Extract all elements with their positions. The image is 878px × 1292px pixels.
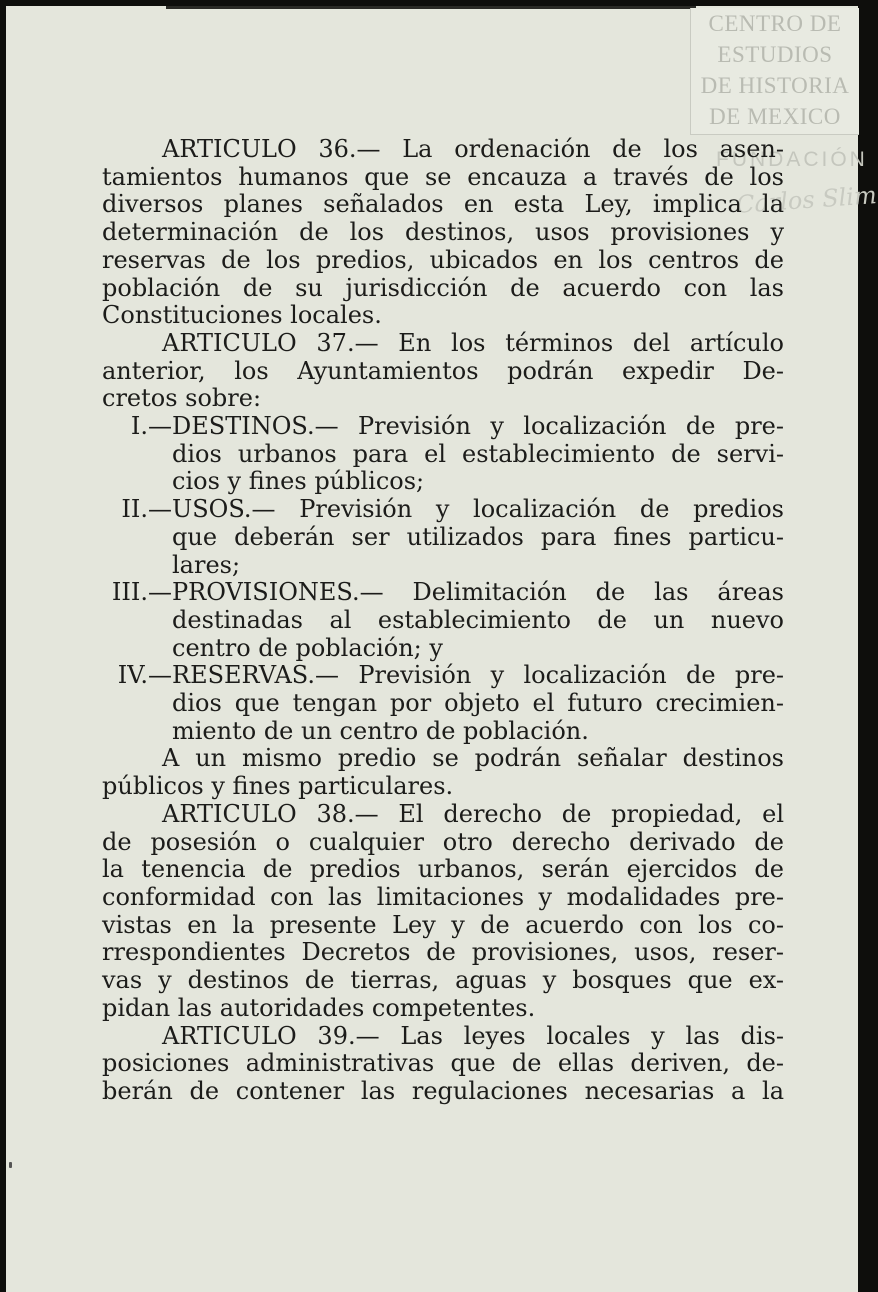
watermark-fundacion: FUNDACIÓN (716, 148, 868, 171)
text-line: cios y fines públicos; (172, 467, 425, 496)
text-line: población de su jurisdicción de acuerdo con las (102, 273, 784, 302)
text-line: A un mismo predio se podrán señalar destinos (162, 744, 784, 773)
archive-watermark-stamp (690, 8, 859, 135)
text-line: determinación de los destinos, usos provisiones y (102, 218, 784, 247)
text-line: rrespondientes Decretos de provisiones, usos, reser- (102, 938, 784, 967)
document-page (6, 6, 878, 1292)
watermark-line: ESTUDIOS (717, 42, 833, 67)
scan-speck (9, 1162, 12, 1168)
list-item-number: III.— (111, 578, 172, 607)
text-line: diversos planes señalados en esta Ley, implica la (102, 190, 784, 219)
list-item-row (102, 662, 784, 690)
text-line: lares; (172, 550, 241, 579)
text-line: berán de contener las regulaciones necesarias a la (102, 1076, 784, 1105)
article-37 (102, 330, 784, 801)
text-line: tamientos humanos que se encauza a través de los (102, 162, 784, 191)
list-item-row (102, 579, 784, 607)
text-line: reservas de los predios, ubicados en los centros de (102, 245, 784, 274)
text-line: pidan las autoridades competentes. (102, 993, 536, 1022)
article-38 (102, 801, 784, 1023)
text-line: de posesión o cualquier otro derecho derivado de (102, 827, 784, 856)
text-line: vistas en la presente Ley y de acuerdo con los co- (102, 910, 784, 939)
text-line: destinadas al establecimiento de un nuevo (172, 605, 784, 634)
text-line: vas y destinos de tierras, aguas y bosques que ex- (102, 966, 784, 995)
list-item-row (102, 413, 784, 441)
text-line: dios urbanos para el establecimiento de servi- (172, 439, 784, 468)
text-line: ARTICULO 38.— El derecho de propiedad, el (162, 799, 784, 828)
watermark-line: DE HISTORIA (700, 73, 850, 98)
watermark-signature: Carlos Slim (735, 181, 878, 219)
text-line: ARTICULO 36.— La ordenación de los asen- (162, 135, 784, 163)
list-item-usos (102, 496, 784, 579)
article-36 (102, 136, 784, 330)
article-39 (102, 1023, 784, 1106)
text-line: que deberán ser utilizados para fines particu- (172, 522, 784, 551)
list-item-reservas (102, 662, 784, 745)
text-line: DESTINOS.— Previsión y localización de pre- (172, 412, 784, 441)
text-line: ARTICULO 39.— Las leyes locales y las dis- (162, 1021, 784, 1050)
document-body (102, 136, 784, 1106)
text-line: PROVISIONES.— Delimitación de las áreas (172, 578, 784, 607)
list-item-row (102, 496, 784, 524)
text-line: públicos y fines particulares. (102, 772, 454, 801)
text-line: cretos sobre: (102, 384, 262, 413)
text-line: Constituciones locales. (102, 301, 382, 330)
text-line: USOS.— Previsión y localización de predios (172, 495, 784, 524)
text-line: centro de población; y (172, 633, 443, 662)
text-line: miento de un centro de población. (172, 716, 589, 745)
text-line: ARTICULO 37.— En los términos del artículo (162, 328, 784, 357)
list-item-number: I.— (130, 412, 172, 441)
page-top-edge (166, 6, 696, 9)
list-item-number: II.— (121, 495, 172, 524)
watermark-line: CENTRO DE (708, 11, 842, 36)
list-item-number: IV.— (117, 661, 172, 690)
text-line: conformidad con las limitaciones y modalidades pre- (102, 882, 784, 911)
text-line: anterior, los Ayuntamientos podrán expedir De- (102, 356, 784, 385)
list-item-provisiones (102, 579, 784, 662)
text-line: la tenencia de predios urbanos, serán ejercidos de (102, 855, 784, 884)
list-item-destinos (102, 413, 784, 496)
watermark-line: DE MEXICO (709, 104, 841, 129)
text-line: RESERVAS.— Previsión y localización de pre- (172, 661, 784, 690)
text-line: dios que tengan por objeto el futuro crecimien- (172, 689, 784, 718)
text-line: posiciones administrativas que de ellas deriven, de- (102, 1049, 784, 1078)
